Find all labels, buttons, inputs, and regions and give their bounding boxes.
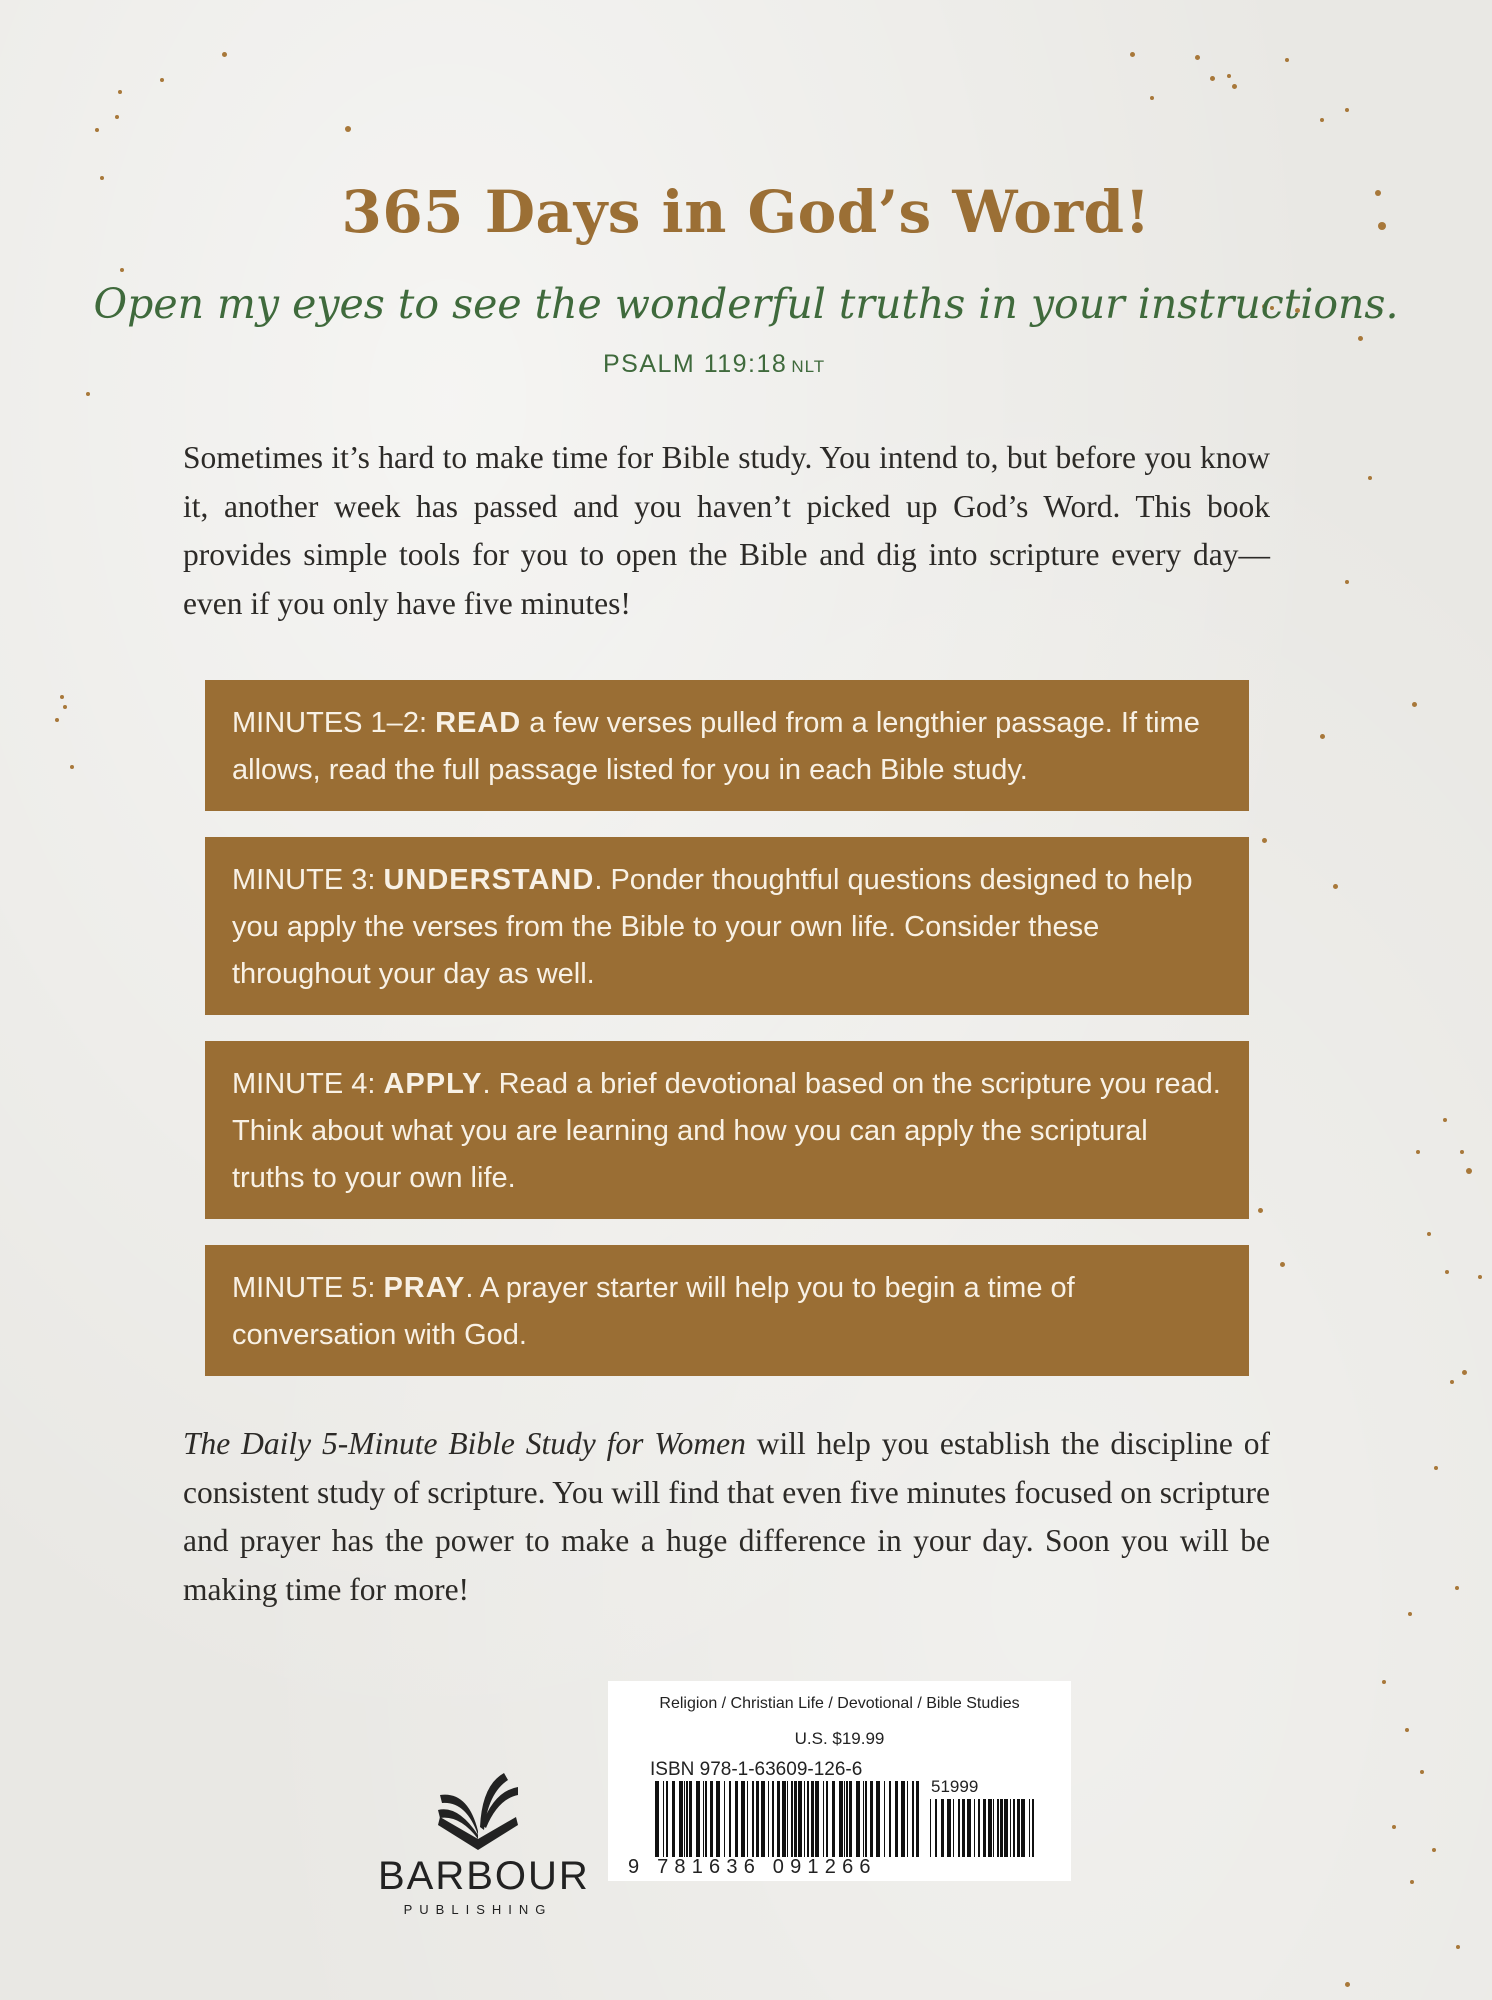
barcode-bar [889,1781,891,1857]
scripture-reference [603,350,825,379]
speckle-dot [86,392,90,396]
barcode-bar [876,1781,880,1857]
barcode-bar [1010,1799,1011,1857]
barcode-bar [686,1781,688,1857]
barcode-bar [756,1781,759,1857]
speckle-dot [1427,1232,1431,1236]
barcode-bar [916,1781,919,1857]
barcode-bar [794,1781,797,1857]
barcode-bar [832,1781,835,1857]
barcode-bar [807,1781,809,1857]
speckle-dot [70,765,74,769]
barcode-digits: 9 781636 091266 [628,1856,877,1878]
step-box-apply [205,1041,1249,1219]
speckle-dot [1434,1466,1438,1470]
speckle-dot [1405,1728,1409,1732]
barcode-bar [811,1781,814,1857]
speckle-dot [1462,1370,1467,1375]
barcode-bar [958,1799,960,1857]
barcode-bar [655,1781,659,1857]
barcode-bar [884,1781,885,1857]
intro-paragraph: Sometimes it’s hard to make time for Bible study. You intend to, but before you know it, another week has passed and you haven’t picked up God’s Word. This book provides simple tools for you to open the Bible and dig into scripture every day—even if you only have five minutes! [183,440,1270,621]
speckle-dot [1460,1150,1464,1154]
speckle-dot [1285,58,1289,62]
barcode-bar [741,1781,745,1857]
speckle-dot [1420,1770,1424,1774]
barcode-bar [705,1781,707,1857]
barcode-bar [684,1781,685,1857]
barcode-bar [962,1799,965,1857]
step-keyword: PRAY [383,1272,466,1304]
barcode-bar [689,1781,692,1857]
barcode-bar [856,1781,860,1857]
barcode-bar [777,1781,780,1857]
speckle-dot [115,115,119,119]
barcode-bar [947,1799,951,1857]
barcode-bar [663,1781,664,1857]
speckle-dot [95,128,99,132]
barcode-bar [710,1781,713,1857]
step-text: . A prayer starter will help you to begin a time of conversation with God. [232,1272,1075,1351]
speckle-dot [1195,55,1200,60]
barcode-bar [752,1781,754,1857]
price-addon-text: 51999 [931,1777,979,1796]
barcode-bar [804,1781,805,1857]
speckle-dot [1456,1945,1460,1949]
speckle-dot [1432,1848,1436,1852]
bible-version: NLT [791,357,826,376]
speckle-dot [1455,1586,1459,1590]
speckle-dot [1345,1982,1350,1987]
speckle-dot [1466,1168,1472,1174]
speckle-dot [55,718,59,722]
speckle-dot [222,52,227,57]
speckle-dot [1320,118,1324,122]
step-box-read [205,680,1249,811]
speckle-dot [1412,702,1417,707]
barcode-bar [679,1781,683,1857]
barcode-bar [823,1781,824,1857]
barcode-bar [863,1781,864,1857]
barcode-bar [983,1799,986,1857]
barcode-bar [787,1781,788,1857]
speckle-dot [1392,1825,1396,1829]
barcode-bar [826,1781,828,1857]
price-barcode [928,1799,1038,1857]
barcode-bar [768,1781,769,1857]
barcode-bar [901,1781,905,1857]
speckle-dot [1345,108,1349,112]
publisher-name: BARBOUR [378,1854,590,1898]
barcode-bar [988,1799,992,1857]
barcode-bar [870,1781,873,1857]
speckle-dot [1345,580,1349,584]
barcode-bar [729,1781,731,1857]
speckle-dot [1416,1150,1420,1154]
barcode-bar [716,1781,720,1857]
barcode-bar [941,1799,944,1857]
speckle-dot [60,695,64,699]
barcode-bar [935,1799,937,1857]
barcode-bar [844,1781,845,1857]
price-text: U.S. $19.99 [794,1729,885,1748]
speckle-dot [1210,76,1215,81]
barcode-bar [993,1799,994,1857]
speckle-dot [345,126,351,132]
barcode-bar [772,1781,774,1857]
step-label: MINUTE 5: [232,1272,376,1304]
speckle-dot [1262,838,1267,843]
book-title: The Daily 5-Minute Bible Study for Women [183,1426,746,1461]
speckle-dot [1358,336,1363,341]
barcode-bar [849,1781,852,1857]
speckle-dot [1227,74,1231,78]
speckle-dot [160,78,164,82]
barcode-panel [608,1681,1071,1881]
speckle-dot [1150,96,1154,100]
barcode-bar [895,1781,898,1857]
speckle-dot [1368,476,1372,480]
barcode-bar [1013,1799,1015,1857]
speckle-dot [1478,1275,1482,1279]
speckle-dot [63,705,67,709]
speckle-dot [118,90,122,94]
speckle-dot [1408,1612,1412,1616]
speckle-dot [1258,1208,1263,1213]
speckle-dot [1443,1118,1447,1122]
barcode-bar [696,1781,700,1857]
speckle-dot [1232,84,1237,89]
barcode-bar [735,1781,738,1857]
barcode-bar [1021,1799,1025,1857]
step-box-understand [205,837,1249,1015]
step-label: MINUTE 3: [232,864,376,896]
barcode-bar [1000,1799,1003,1857]
category-text: Religion / Christian Life / Devotional / Bible Studies [659,1695,1020,1712]
barcode-bar [1032,1799,1034,1857]
barcode-bar [846,1781,848,1857]
speckle-dot [1320,734,1325,739]
reference-text: PSALM 119:18 [603,350,788,378]
step-label: MINUTE 4: [232,1068,376,1100]
page-title: 365 Days in God’s Word! [341,178,1151,246]
scripture-quote: Open my eyes to see the wonderful truths in your instructions. [93,280,1399,328]
step-text: a few verses pulled from a lengthier passage. If time allows, read the full passage listed for you in each Bible study. [232,707,1200,786]
speckle-dot [1130,52,1135,57]
step-box-pray [205,1245,1249,1376]
step-text: . Ponder thoughtful questions designed to help you apply the verses from the Bible to your own life. Consider these throughout your day as well. [232,864,1193,990]
barcode-bar [930,1799,931,1857]
step-keyword: APPLY [383,1068,483,1100]
barcode-bar [865,1781,867,1857]
barcode-bar [791,1781,793,1857]
barcode-bar [974,1799,975,1857]
speckle-dot [1333,884,1338,889]
barcode-bar [1017,1799,1020,1857]
barcode-bar [1029,1799,1030,1857]
barcode-bar [798,1781,802,1857]
barcode-bar [703,1781,704,1857]
barcode-bar [782,1781,786,1857]
closing-paragraph [183,1420,1270,1614]
barcode-bar [953,1799,954,1857]
barcode-bar [1004,1799,1008,1857]
barcode-bar [912,1781,914,1857]
barcode-bar [761,1781,765,1857]
step-keyword: READ [435,707,522,739]
barcode-bar [672,1781,675,1857]
barcode-bar [815,1781,819,1857]
step-text: . Read a brief devotional based on the scripture you read. Think about what you are learning and how you can apply the scriptural truths to your own life. [232,1068,1221,1194]
barcode-bar [967,1799,971,1857]
barcode-bar [724,1781,725,1857]
step-label: MINUTES 1–2: [232,707,427,739]
speckle-dot [120,268,124,272]
speckle-dot [1280,1262,1285,1267]
isbn-barcode [653,1781,921,1857]
speckle-dot [1410,1880,1414,1884]
barcode-bar [978,1799,980,1857]
step-keyword: UNDERSTAND [383,864,595,896]
barcode-bar [839,1781,843,1857]
barcode-bar [747,1781,748,1857]
barcode-bar [997,1799,999,1857]
speckle-dot [1450,1380,1454,1384]
speckle-dot [1445,1270,1449,1274]
isbn-text: ISBN 978-1-63609-126-6 [650,1759,863,1780]
publisher-subtitle: PUBLISHING [403,1902,553,1917]
barcode-bar [907,1781,908,1857]
barcode-bar [666,1781,668,1857]
speckle-dot [1382,1680,1386,1684]
closing-text: will help you establish the discipline of consistent study of scripture. You will find that even five minutes focused on scripture and prayer has the power to make a huge difference in your day. Soon you will be making time for more! [183,1426,1270,1607]
